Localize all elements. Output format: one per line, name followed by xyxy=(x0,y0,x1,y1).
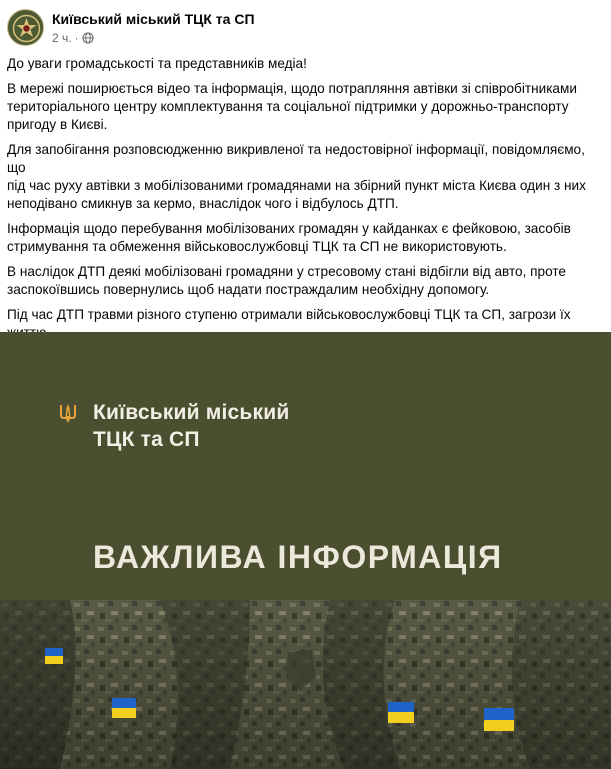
banner-headline: ВАЖЛИВА ІНФОРМАЦІЯ xyxy=(93,539,503,575)
post-paragraph: До уваги громадськості та представників медіа! xyxy=(7,56,307,71)
soldiers-photo xyxy=(0,600,611,769)
flag-patch xyxy=(45,648,63,664)
post-meta xyxy=(52,31,94,45)
trident-icon xyxy=(57,402,79,424)
post-image[interactable] xyxy=(0,332,611,769)
post-time[interactable]: 2 ч. xyxy=(52,31,72,45)
emblem-icon xyxy=(8,10,44,46)
post-paragraph: Інформація щодо перебування мобілізованих громадян у кайданках є фейковою, засобів стримування та обмеження військовослужбовці ТЦК та СП не використовують. xyxy=(7,221,571,254)
meta-separator: · xyxy=(74,31,79,45)
post-author[interactable]: Київський міський ТЦК та СП xyxy=(52,11,255,27)
post-header xyxy=(0,0,611,52)
flag-patch xyxy=(388,702,414,723)
globe-icon[interactable] xyxy=(82,32,94,44)
post-paragraph: В наслідок ДТП деякі мобілізовані громадяни у стресовому стані відбігли від авто, проте заспокоївшись повернулись щоб надати постраждалим необхідну допомогу. xyxy=(7,264,566,297)
post-paragraph: Для запобігання розповсюдженню викривленої та недостовірної інформації, повідомляємо, що під час руху автівки з мобілізованими громадянами на збірний пункт міста Києва один з них неподівано смикнув за кермо, внаслідок чого і відбулось ДТП. xyxy=(7,142,586,211)
post-paragraph: Під час ДТП травми різного ступеню отримали військовослужбовці ТЦК та СП, загрози їх xyxy=(7,307,571,322)
post-paragraph: В мережі поширюється відео та інформація, щодо потрапляння автівки зі співробітниками територіального центру комплектування та соціальної підтримки у дорожньо-транспорту пригоду в Києві. xyxy=(7,81,577,132)
banner-brand: Київський міський ТЦК та СП xyxy=(93,401,290,451)
flag-patch xyxy=(112,698,136,718)
post-body xyxy=(7,55,605,367)
flag-patch xyxy=(484,708,514,731)
page-avatar[interactable] xyxy=(7,9,44,46)
